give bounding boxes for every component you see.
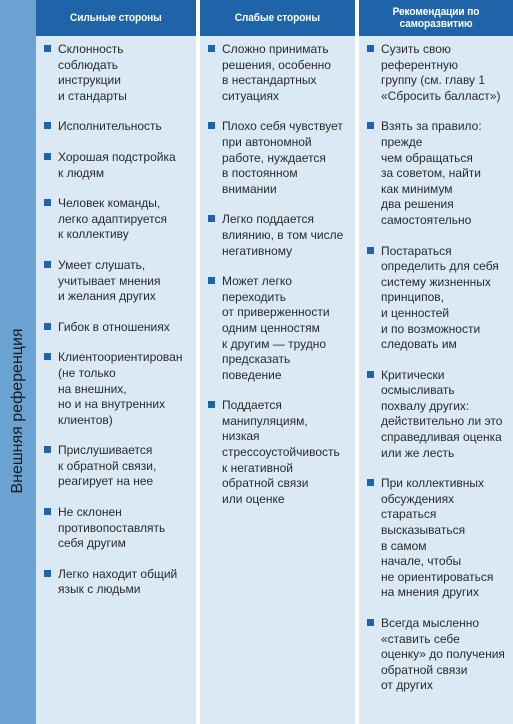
list-item <box>367 616 509 694</box>
list-item-text: Взять за правило: прежде чем обращаться за советом, найти как минимум два решения самостоятельно <box>381 119 482 227</box>
row-side-label: Внешняя референция <box>9 328 26 494</box>
list-item-text: Поддается манипуляциям, низкая стрессоустойчивость к негативной обратной связи или оценке <box>222 398 340 506</box>
list-item <box>44 505 192 552</box>
recommendations-column <box>359 36 513 724</box>
list-item-text: При коллективных обсуждениях стараться высказываться в самом начале, чтобы не ориентироваться на мнения других <box>381 476 494 600</box>
list-item <box>367 119 509 228</box>
list-item-text: Человек команды, легко адаптируется к коллективу <box>58 196 168 242</box>
list-item-text: Критически осмысливать похвалу других: действительно ли это справедливая оценка или же лесть <box>381 367 503 460</box>
bullet-square-icon <box>367 122 374 129</box>
bullet-square-icon <box>208 215 215 222</box>
bullet-square-icon <box>44 323 51 330</box>
bullet-square-icon <box>44 353 51 360</box>
list-item-text: Хорошая подстройка к людям <box>58 149 176 180</box>
list-item <box>44 42 192 104</box>
bullet-square-icon <box>44 446 51 453</box>
list-item <box>367 368 509 462</box>
bullet-list <box>208 42 351 507</box>
header-strengths-label: Сильные стороны <box>70 12 162 24</box>
list-item-text: Сузить свою референтную группу (см. главу 1 «Сбросить балласт») <box>381 42 501 103</box>
header-strengths <box>36 0 196 36</box>
list-item <box>44 150 192 181</box>
bullet-square-icon <box>44 570 51 577</box>
list-item <box>44 567 192 598</box>
header-weaknesses-label: Слабые стороны <box>234 12 321 24</box>
list-item-text: Всегда мысленно «ставить себе оценку» до получения обратной связи от других <box>381 616 505 693</box>
header-recommendations-label: Рекомендации по саморазвитию <box>365 6 507 30</box>
header-recommendations <box>359 0 513 36</box>
list-item <box>367 244 509 353</box>
list-item <box>208 274 351 383</box>
bullet-square-icon <box>367 619 374 626</box>
bullet-square-icon <box>367 479 374 486</box>
list-item-text: Умеет слушать, учитывает мнения и желания других <box>58 257 161 304</box>
bullet-square-icon <box>208 122 215 129</box>
list-item <box>44 320 192 336</box>
table-corner <box>0 0 36 36</box>
list-item-text: Исполнительность <box>58 119 162 134</box>
list-item-text: Легко поддается влиянию, в том числе негативному <box>222 212 344 258</box>
list-item-text: Не склонен противопоставлять себя другим <box>58 505 166 551</box>
list-item <box>44 258 192 305</box>
list-item-text: Сложно принимать решения, особенно в нестандартных ситуациях <box>222 42 331 103</box>
header-weaknesses <box>200 0 355 36</box>
list-item <box>208 119 351 197</box>
list-item-text: Может легко переходить от приверженности одним ценностям к другим — трудно предсказать поведение <box>222 274 330 382</box>
list-item-text: Клиентоориентирован (не только на внешних, но и на внутренних клиентов) <box>58 350 183 427</box>
weaknesses-column <box>200 36 355 724</box>
list-item <box>44 443 192 490</box>
bullet-square-icon <box>208 401 215 408</box>
bullet-square-icon <box>367 371 374 378</box>
bullet-square-icon <box>367 45 374 52</box>
bullet-square-icon <box>367 247 374 254</box>
list-item-text: Склонность соблюдать инструкции и стандарты <box>58 42 127 103</box>
list-item <box>367 476 509 601</box>
bullet-square-icon <box>44 153 51 160</box>
list-item <box>208 398 351 507</box>
list-item <box>44 119 192 135</box>
list-item <box>208 42 351 104</box>
bullet-square-icon <box>44 45 51 52</box>
bullet-square-icon <box>44 261 51 268</box>
list-item <box>208 212 351 259</box>
list-item-text: Плохо себя чувствует при автономной работе, нуждается в постоянном внимании <box>222 119 343 196</box>
list-item <box>44 350 192 428</box>
list-item <box>44 196 192 243</box>
list-item-text: Прислушивается к обратной связи, реагирует на нее <box>58 443 157 489</box>
bullet-square-icon <box>44 508 51 515</box>
bullet-square-icon <box>44 122 51 129</box>
bullet-square-icon <box>208 45 215 52</box>
bullet-list <box>367 42 509 694</box>
bullet-square-icon <box>208 277 215 284</box>
bullet-list <box>44 42 192 598</box>
list-item-text: Гибок в отношениях <box>58 319 170 334</box>
list-item <box>367 42 509 104</box>
list-item-text: Легко находит общий язык с людьми <box>58 566 178 597</box>
bullet-square-icon <box>44 199 51 206</box>
list-item-text: Постараться определить для себя систему жизненных принципов, и ценностей и по возможности следовать им <box>381 243 499 352</box>
row-side-label-cell <box>0 36 36 724</box>
strengths-column <box>36 36 196 724</box>
